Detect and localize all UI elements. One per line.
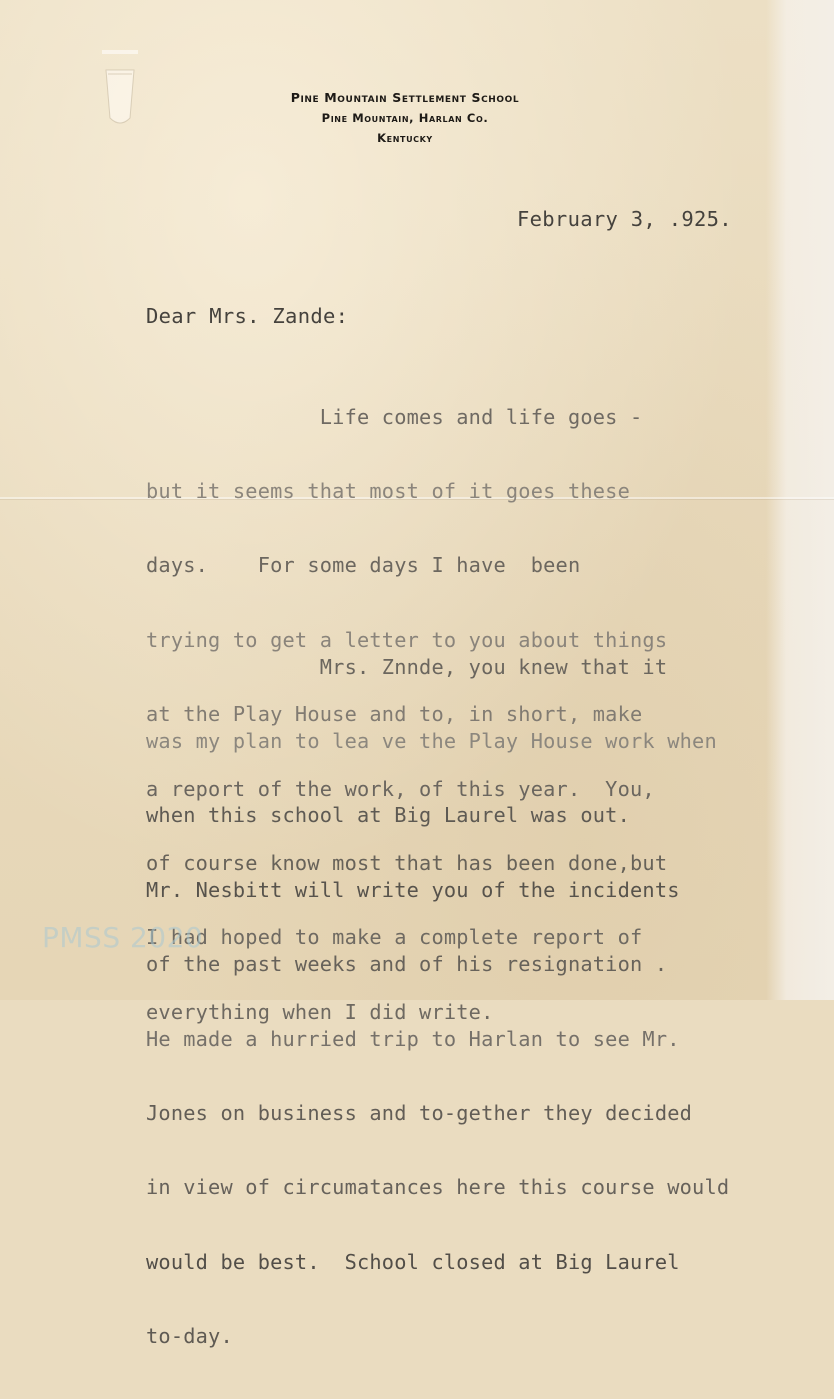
letter-salutation: Dear Mrs. Zande: [146, 304, 349, 328]
paragraph-line: everything when I did write. [146, 999, 494, 1024]
letterhead [190, 88, 620, 148]
paragraph-line: to-day. [146, 1324, 233, 1349]
letterhead-address: Pine Mountain, Harlan Co. [321, 111, 489, 125]
staple-mark-icon [100, 44, 140, 126]
paragraph-line: but it seems that most of it goes these [146, 478, 631, 503]
paragraph-line: days. For some days I have been [146, 553, 581, 578]
letterhead-state: Kentucky [377, 131, 433, 145]
paragraph-line: at the Play House and to, in short, make [146, 702, 643, 727]
paper-edge-strip [766, 0, 834, 1000]
letter-date: February 3, .925. [517, 207, 732, 231]
paragraph-line: Mrs. Znnde, you knew that it [146, 654, 668, 679]
paragraph-line: He made a hurried trip to Harlan to see Mr. [146, 1026, 680, 1051]
letterhead-school-name: Pine Mountain Settlement School [290, 90, 520, 105]
paragraph-line: was my plan to lea ve the Play House work when [146, 728, 717, 753]
body-paragraph-2 [146, 605, 729, 1399]
archive-watermark: PMSS 2020 [42, 921, 204, 954]
paragraph-line: when this school at Big Laurel was out. [146, 803, 631, 828]
paragraph-line: I had hoped to make a complete report of [146, 925, 643, 950]
paragraph-line: trying to get a letter to you about things [146, 627, 668, 652]
paragraph-line: of the past weeks and of his resignation . [146, 952, 668, 977]
paragraph-line: Mr. Nesbitt will write you of the incidents [146, 877, 680, 902]
paragraph-line: of course know most that has been done,but [146, 850, 668, 875]
paragraph-line: Life comes and life goes - [146, 404, 643, 429]
paragraph-line: Jones on business and to-gether they decided [146, 1100, 693, 1125]
paragraph-line: in view of circumatances here this course would [146, 1175, 730, 1200]
paragraph-line: would be best. School closed at Big Laurel [146, 1249, 680, 1274]
paragraph-line: a report of the work, of this year. You, [146, 776, 655, 801]
